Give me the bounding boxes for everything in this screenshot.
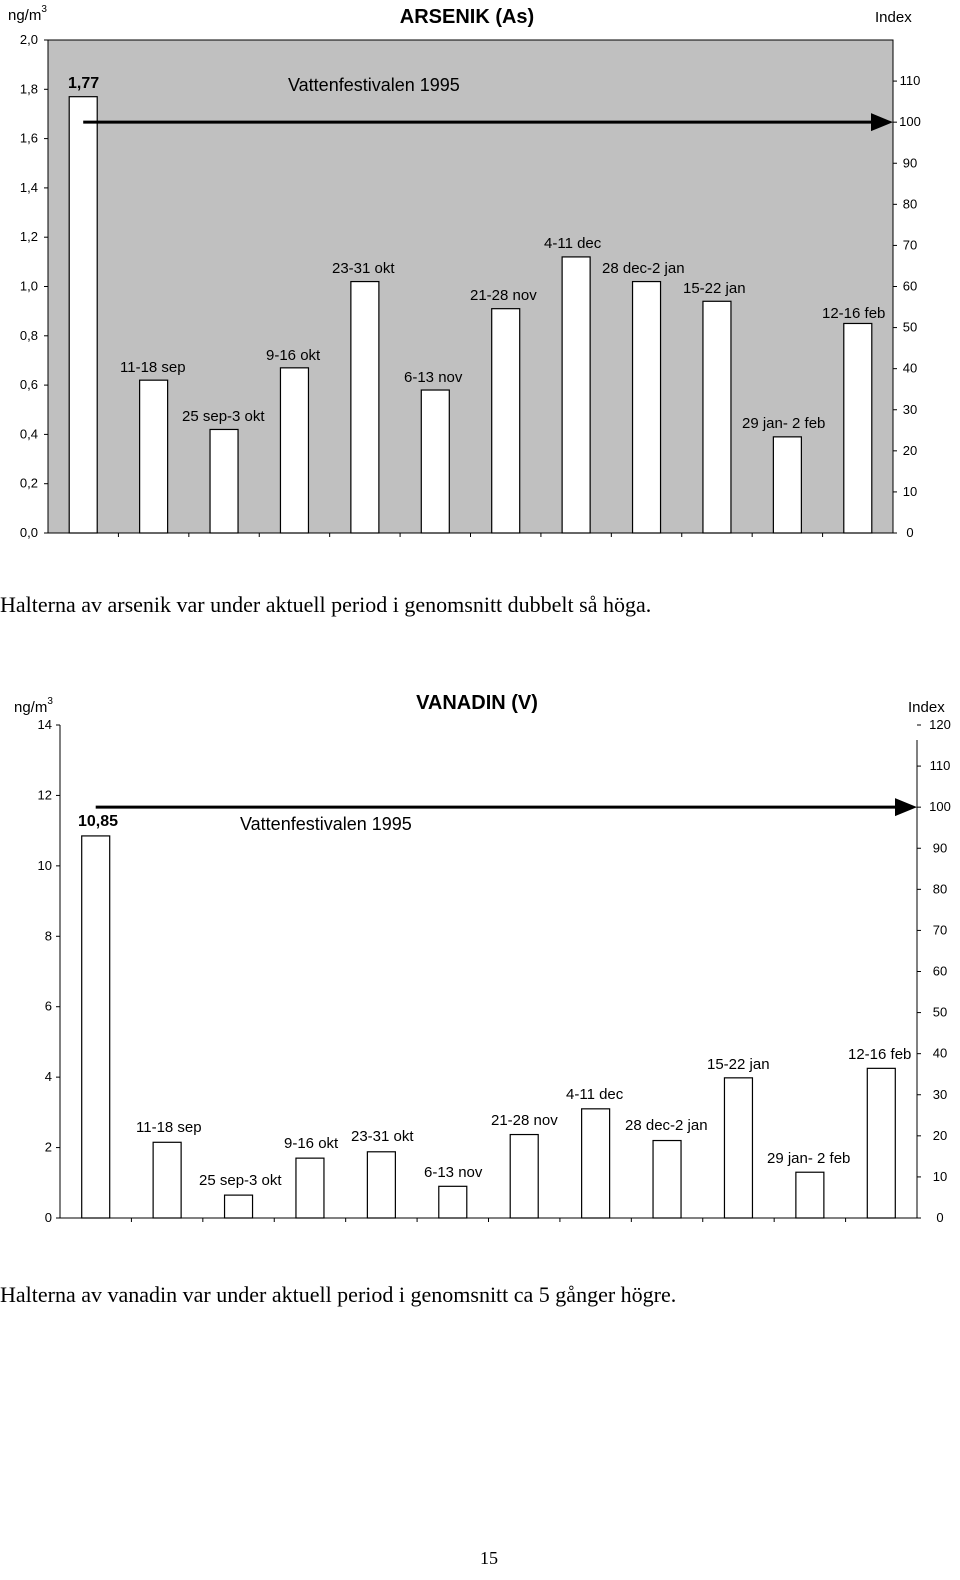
bar-category-label: 21-28 nov <box>491 1112 558 1129</box>
y2-axis-ticks <box>917 717 951 1225</box>
y2-tick-label: 40 <box>902 360 918 376</box>
bar <box>703 301 731 533</box>
arsenic-caption: Halterna av arsenik var under aktuell period i genomsnitt dubbelt så höga. <box>0 592 652 617</box>
y-tick-label: 12 <box>37 787 52 803</box>
bar-category-label: 11-18 sep <box>120 359 186 376</box>
bar <box>225 1195 253 1218</box>
bar <box>510 1135 538 1218</box>
bar <box>210 429 238 533</box>
y2-tick-label: 60 <box>902 278 918 294</box>
bar-category-label: 29 jan- 2 feb <box>742 415 826 432</box>
bar <box>153 1142 181 1218</box>
bar-category-label: 23-31 okt <box>332 260 395 277</box>
bar-category-label: 12-16 feb <box>848 1046 912 1063</box>
reference-value-label: 10,85 <box>78 813 119 830</box>
bar-category-label: 6-13 nov <box>424 1164 483 1181</box>
y2-tick-label: 10 <box>932 1168 948 1184</box>
y-tick-label: 2,0 <box>19 32 38 47</box>
bar <box>582 1109 610 1218</box>
bar-category-label: 4-11 dec <box>544 235 602 252</box>
bar <box>562 257 590 533</box>
chart-title: ARSENIK (As) <box>399 6 535 28</box>
y2-tick-label: 50 <box>902 319 918 335</box>
vanadium-chart <box>0 680 960 1240</box>
y2-axis-ticks <box>893 73 921 540</box>
y-axis-label: $ng/m^3$ <box>8 4 47 24</box>
y2-tick-label: 70 <box>932 922 948 938</box>
y2-tick-label: 70 <box>902 237 918 253</box>
chart-title: VANADIN (V) <box>416 692 538 714</box>
y-tick-label: 0,4 <box>19 426 38 442</box>
y2-tick-label: 20 <box>932 1127 948 1143</box>
y2-tick-label: 0 <box>906 525 914 540</box>
bar-category-label: 29 jan- 2 feb <box>767 1150 851 1167</box>
bar <box>653 1141 681 1218</box>
bar-category-label: 28 dec-2 jan <box>625 1117 708 1134</box>
y-axis-ticks <box>20 32 48 540</box>
y2-tick-label: 100 <box>929 799 951 815</box>
y-tick-label: 4 <box>44 1069 52 1085</box>
bar <box>140 380 168 533</box>
reference-label: Vattenfestivalen 1995 <box>288 75 460 95</box>
bar <box>867 1068 895 1218</box>
bar <box>796 1172 824 1218</box>
reference-arrow-head <box>895 798 917 816</box>
reference-label: Vattenfestivalen 1995 <box>240 814 412 834</box>
y2-tick-label: 110 <box>899 73 921 89</box>
bar <box>280 368 308 533</box>
y-tick-label: 10 <box>37 857 52 873</box>
bar-category-label: 15-22 jan <box>683 280 746 297</box>
bar <box>296 1158 324 1218</box>
y2-tick-label: 0 <box>936 1210 944 1225</box>
y-tick-label: 8 <box>44 928 52 944</box>
y2-tick-label: 110 <box>929 758 951 774</box>
y-tick-label: 0,8 <box>19 327 38 343</box>
y2-tick-label: 90 <box>902 155 918 171</box>
y2-tick-label: 120 <box>929 717 951 732</box>
reference-arrow <box>96 798 917 816</box>
y-tick-label: 1,0 <box>19 278 38 294</box>
y-tick-label: 14 <box>37 717 52 732</box>
bar-category-label: 28 dec-2 jan <box>602 260 685 277</box>
y-axis-label: $ng/m^3$ <box>14 696 53 716</box>
bar-category-label: 9-16 okt <box>284 1135 339 1152</box>
y2-tick-label: 30 <box>932 1086 948 1102</box>
y2-tick-label: 50 <box>932 1004 948 1020</box>
bar-category-label: 15-22 jan <box>707 1056 770 1073</box>
y2-tick-label: 10 <box>902 483 918 499</box>
y-tick-label: 2 <box>44 1139 52 1155</box>
bar <box>844 323 872 533</box>
y-tick-label: 0,2 <box>19 475 38 491</box>
bar <box>439 1186 467 1218</box>
y2-tick-label: 80 <box>902 196 918 212</box>
bar-category-label: 25 sep-3 okt <box>199 1172 282 1189</box>
bar <box>69 97 97 533</box>
y2-tick-label: 30 <box>902 401 918 417</box>
y-tick-label: 1,6 <box>19 130 38 146</box>
y-tick-label: 0,6 <box>19 377 38 393</box>
y2-tick-label: 60 <box>932 963 948 979</box>
bar <box>82 836 110 1218</box>
vanadium-caption: Halterna av vanadin var under aktuell period i genomsnitt ca 5 gånger högre. <box>0 1282 677 1307</box>
y-tick-label: 1,8 <box>19 81 38 97</box>
y2-tick-label: 20 <box>902 442 918 458</box>
reference-value-label: 1,77 <box>68 75 100 92</box>
page-number: 15 <box>480 1548 498 1568</box>
y-tick-label: 6 <box>44 998 52 1014</box>
bar-category-label: 9-16 okt <box>266 347 321 364</box>
arsenic-chart <box>0 0 960 560</box>
bar <box>773 437 801 533</box>
y2-tick-label: 40 <box>932 1045 948 1061</box>
bar-category-label: 4-11 dec <box>566 1086 624 1103</box>
bar-category-label: 25 sep-3 okt <box>182 408 265 425</box>
y2-tick-label: 90 <box>932 840 948 856</box>
bar <box>351 282 379 533</box>
bar <box>367 1152 395 1218</box>
bar <box>421 390 449 533</box>
bar-category-label: 11-18 sep <box>136 1119 202 1136</box>
y-tick-label: 1,2 <box>19 229 38 245</box>
y2-axis-label: Index <box>875 9 912 26</box>
bar-category-label: 6-13 nov <box>404 369 463 386</box>
y2-axis-label: Index <box>908 699 945 716</box>
y2-tick-label: 80 <box>932 881 948 897</box>
bar <box>633 282 661 533</box>
y-tick-label: 0 <box>44 1210 52 1225</box>
y2-tick-label: 100 <box>899 114 921 130</box>
y-tick-label: 1,4 <box>19 179 38 195</box>
y-tick-label: 0,0 <box>19 525 38 540</box>
bar-category-label: 21-28 nov <box>470 287 537 304</box>
bar-category-label: 12-16 feb <box>822 305 886 322</box>
bar-category-label: 23-31 okt <box>351 1128 414 1145</box>
bar <box>492 309 520 533</box>
bar <box>724 1078 752 1218</box>
y-axis-ticks <box>38 717 60 1225</box>
